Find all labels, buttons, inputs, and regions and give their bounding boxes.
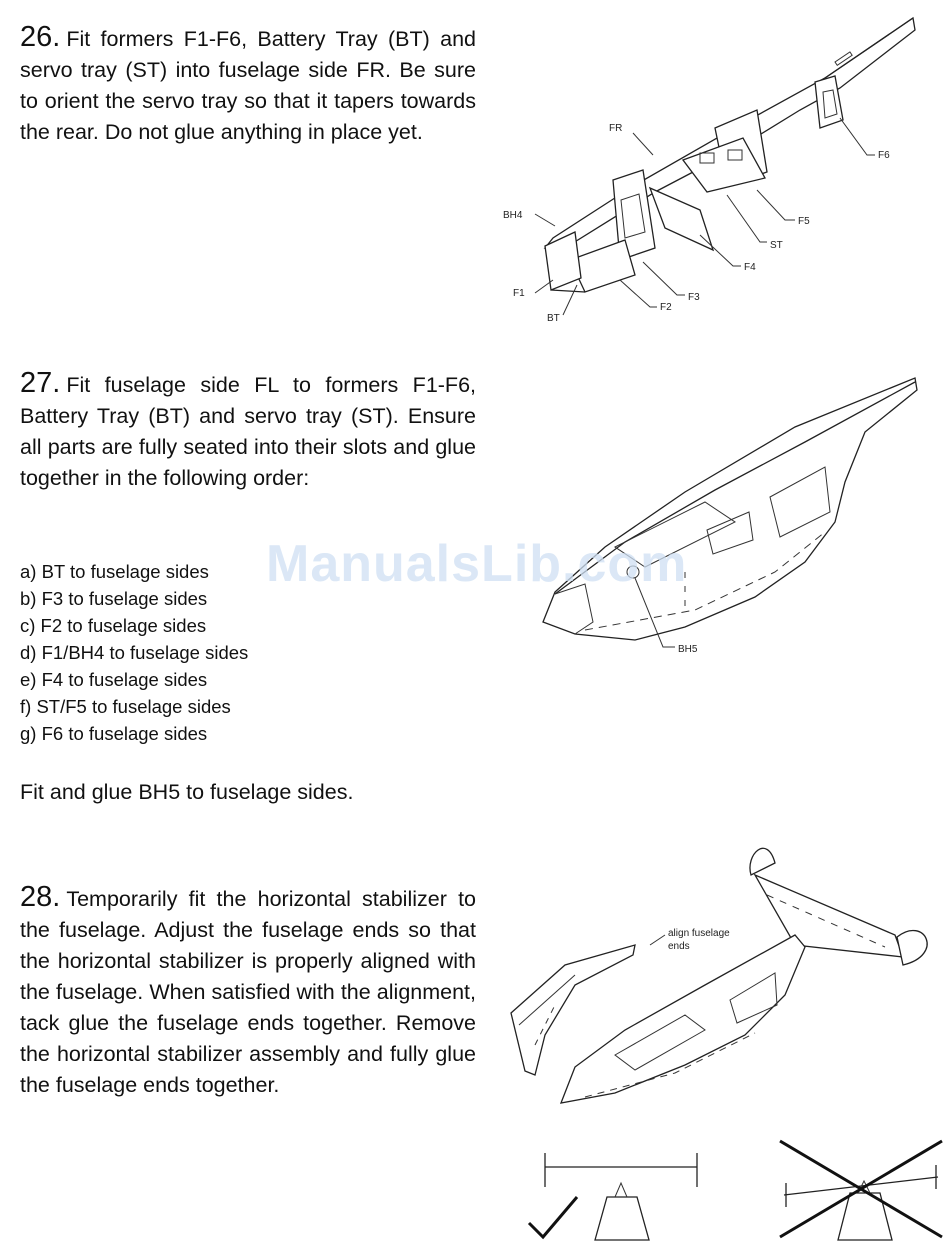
label-fr: FR <box>609 123 623 134</box>
list-item: g) F6 to fuselage sides <box>20 723 208 744</box>
label-bh5: BH5 <box>678 644 698 655</box>
list-item: d) F1/BH4 to fuselage sides <box>20 642 249 663</box>
label-align-line1: align fuselage <box>668 928 730 939</box>
list-item: b) F3 to fuselage sides <box>20 588 208 609</box>
step-text: Fit formers F1-F6, Battery Tray (BT) and servo tray (ST) into fuselage side FR. Be sure to orient the servo tray so that it tapers towards the rear. Do not glue anything in place yet. <box>20 27 476 144</box>
step-number: 27. <box>20 367 61 399</box>
list-item: a) BT to fuselage sides <box>20 561 209 582</box>
figure-correct-alignment <box>525 1145 710 1245</box>
label-align-line2: ends <box>668 941 690 952</box>
list-item: f) ST/F5 to fuselage sides <box>20 696 231 717</box>
label-f2: F2 <box>660 302 672 313</box>
watermark: ManualsLib.com <box>266 535 688 593</box>
label-st: ST <box>770 240 783 251</box>
step-28 <box>20 882 476 1101</box>
step-number: 28. <box>20 881 61 913</box>
bh5-note: Fit and glue BH5 to fuselage sides. <box>20 780 354 804</box>
list-item: c) F2 to fuselage sides <box>20 615 207 636</box>
figure-fuselage-glued <box>535 372 920 662</box>
glue-order-list <box>20 558 248 747</box>
figure-stabilizer-alignment <box>505 835 945 1135</box>
label-f4: F4 <box>744 262 756 273</box>
label-bt: BT <box>547 313 560 324</box>
label-f3: F3 <box>688 292 700 303</box>
label-f5: F5 <box>798 216 810 227</box>
step-26 <box>20 22 476 148</box>
step-27 <box>20 368 476 494</box>
figure-formers-assembly <box>495 10 935 330</box>
label-bh4: BH4 <box>503 210 523 221</box>
step-text: Temporarily fit the horizontal stabilizer to the fuselage. Adjust the fuselage ends so that the horizontal stabilizer is properly aligned with the fuselage. When satisfied with the alignment, tack glue the fuselage ends together. Remove the horizontal stabilizer assembly and fully glue the fuselage ends together. <box>20 887 476 1097</box>
figure-incorrect-alignment <box>772 1135 948 1245</box>
step-number: 26. <box>20 21 61 53</box>
list-item: e) F4 to fuselage sides <box>20 669 208 690</box>
label-f1: F1 <box>513 288 525 299</box>
check-mark-icon <box>529 1197 577 1237</box>
step-text: Fit fuselage side FL to formers F1-F6, Battery Tray (BT) and servo tray (ST). Ensure all parts are fully seated into their slots and glue together in the following order: <box>20 373 476 490</box>
label-f6: F6 <box>878 150 890 161</box>
